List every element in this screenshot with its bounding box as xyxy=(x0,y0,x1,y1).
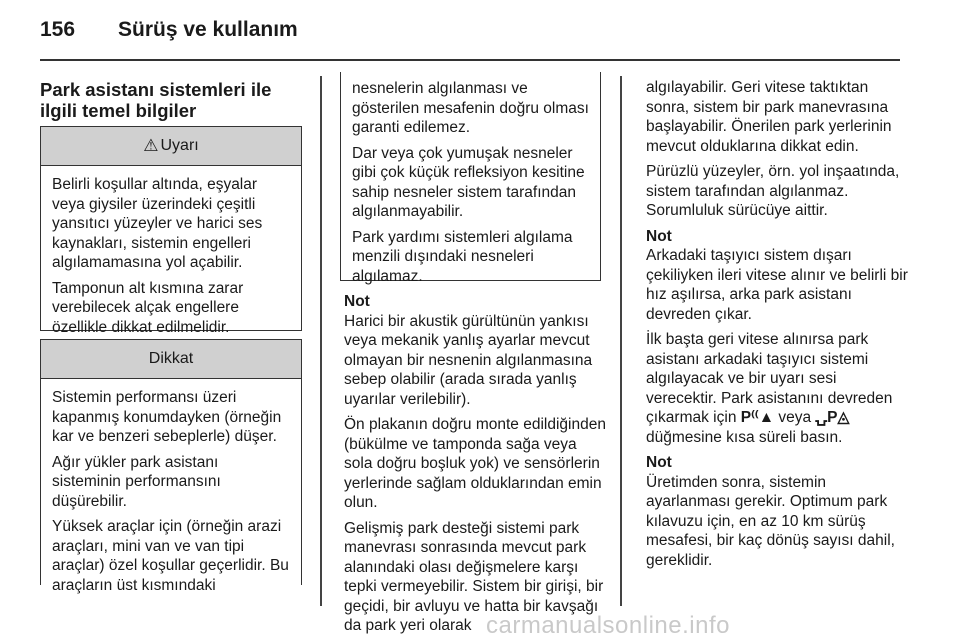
note-paragraph: Arkadaki taşıyıcı sistem dışarı çekiliyken ileri vitese alınır ve belirli bir hız aşılırsa, arka park asistanı devreden çıkar. xyxy=(646,247,908,323)
caution-paragraph: Sistemin performansı üzeri kapanmış konumdayken (örneğin kar ve benzeri sebeplerle) düşer. xyxy=(52,389,282,445)
caution-box-header xyxy=(41,340,301,379)
note-label: Not xyxy=(344,293,370,310)
note-paragraph: Ön plakanın doğru monte edildiğinden (bükülme ve tamponda sağa veya sola doğru boşluk yok) ve sensörlerin yerlerinde sağlam olduklarından emin olun. xyxy=(344,416,606,511)
note-label: Not xyxy=(646,454,672,471)
body-paragraph: Pürüzlü yüzeyler, örn. yol inşaatında, sistem tarafından algılanmaz. Sorumluluk sürücüye aittir. xyxy=(646,163,900,219)
note-text: veya xyxy=(778,409,812,426)
note-label: Not xyxy=(646,227,672,245)
warning-paragraph: Belirli koşullar altında, eşyalar veya giysiler üzerindeki çeşitli yansıtıcı yüzeyler ve harici ses kaynakları, sistemin engelleri algılamamasına yol açabilir. xyxy=(52,176,263,271)
park-assist-icon: P⁽⁽▲ xyxy=(740,409,775,426)
note-paragraph: Harici bir akustik gürültünün yankısı veya mekanik yanlış ayarlar mevcut olmayan bir nesnenin algılanmasına sebep olabilir (arada sırada yanlış uyarılar verilebilir). xyxy=(344,312,593,408)
caution-paragraph: nesnelerin algılanması ve gösterilen mesafenin doğru olması garanti edilemez. xyxy=(352,80,589,136)
caution-box-continued xyxy=(340,72,601,285)
warning-triangle-icon: ⚠ xyxy=(143,136,159,155)
caution-paragraph: Park yardımı sistemleri algılama menzili dışındaki nesneleri algılamaz. xyxy=(352,228,573,285)
note-paragraph: Üretimden sonra, sistemin ayarlanması gerekir. Optimum park kılavuzu için, en az 10 km sürüş mesafesi, bir kaç dönüş sayısı dahil, gereklidir. xyxy=(646,473,895,569)
chapter-title: Sürüş ve kullanım xyxy=(118,18,298,41)
watermark: carmanualsonline.info xyxy=(486,612,730,639)
column-2-text xyxy=(344,292,606,642)
caution-paragraph: Dar veya çok yumuşak nesneler gibi çok küçük refleksiyon kesitine sahip nesneler sistem tarafından algılanmayabilir. xyxy=(352,144,585,220)
warning-paragraph: Tamponun alt kısmına zarar verebilecek alçak engellere özellikle dikkat edilmelidir. xyxy=(52,279,244,336)
warning-box-body xyxy=(41,166,301,352)
caution-box xyxy=(40,339,302,594)
warning-box xyxy=(40,126,302,336)
warning-box-title: Uyarı xyxy=(160,137,199,154)
caution-paragraph: Yüksek araçlar için (örneğin arazi araçları, mini van ve van tipi araçlar) özel koşullar geçerlidir. Bu araçların üst kısmındaki xyxy=(52,518,289,594)
note-text: İlk başta geri vitese alınırsa park asistanı arkadaki taşıyıcı sistemi algılayacak ve bir uyarı sesi verecektir. Park asistanını devreden çıkarmak için xyxy=(646,331,893,426)
section-title: Park asistanı sistemleri ile ilgili temel bilgiler xyxy=(40,79,272,121)
advanced-park-assist-icon: ⍽P◬ xyxy=(815,409,850,426)
caution-paragraph: Ağır yükler park asistanı sisteminin performansını düşürebilir. xyxy=(52,453,221,510)
warning-box-header xyxy=(41,127,301,166)
column-3-text xyxy=(646,78,908,576)
column-divider-1 xyxy=(320,76,322,606)
note-paragraph-with-icons xyxy=(646,330,908,447)
caution-box-body xyxy=(41,379,301,604)
caution-box-title: Dikkat xyxy=(148,350,194,367)
caution-continued-body xyxy=(341,72,600,301)
column-divider-2 xyxy=(620,76,622,606)
note-paragraph: Gelişmiş park desteği sistemi park manevrası sonrasında mevcut park alanındaki olası değişmelere karşı tepki vermeyebilir. Sistem bir girişi, bir geçidi, bir avluyu ve hatta bir kavşağı da park yeri olarak xyxy=(344,519,604,634)
body-paragraph: algılayabilir. Geri vitese taktıktan sonra, sistem bir park manevrasına başlayabilir. Önerilen park yerlerinin mevcut olduklarına dikkat edin. xyxy=(646,79,892,155)
page-number: 156 xyxy=(40,18,76,41)
note-text: düğmesine kısa süreli basın. xyxy=(646,428,843,446)
header-rule xyxy=(40,59,900,61)
